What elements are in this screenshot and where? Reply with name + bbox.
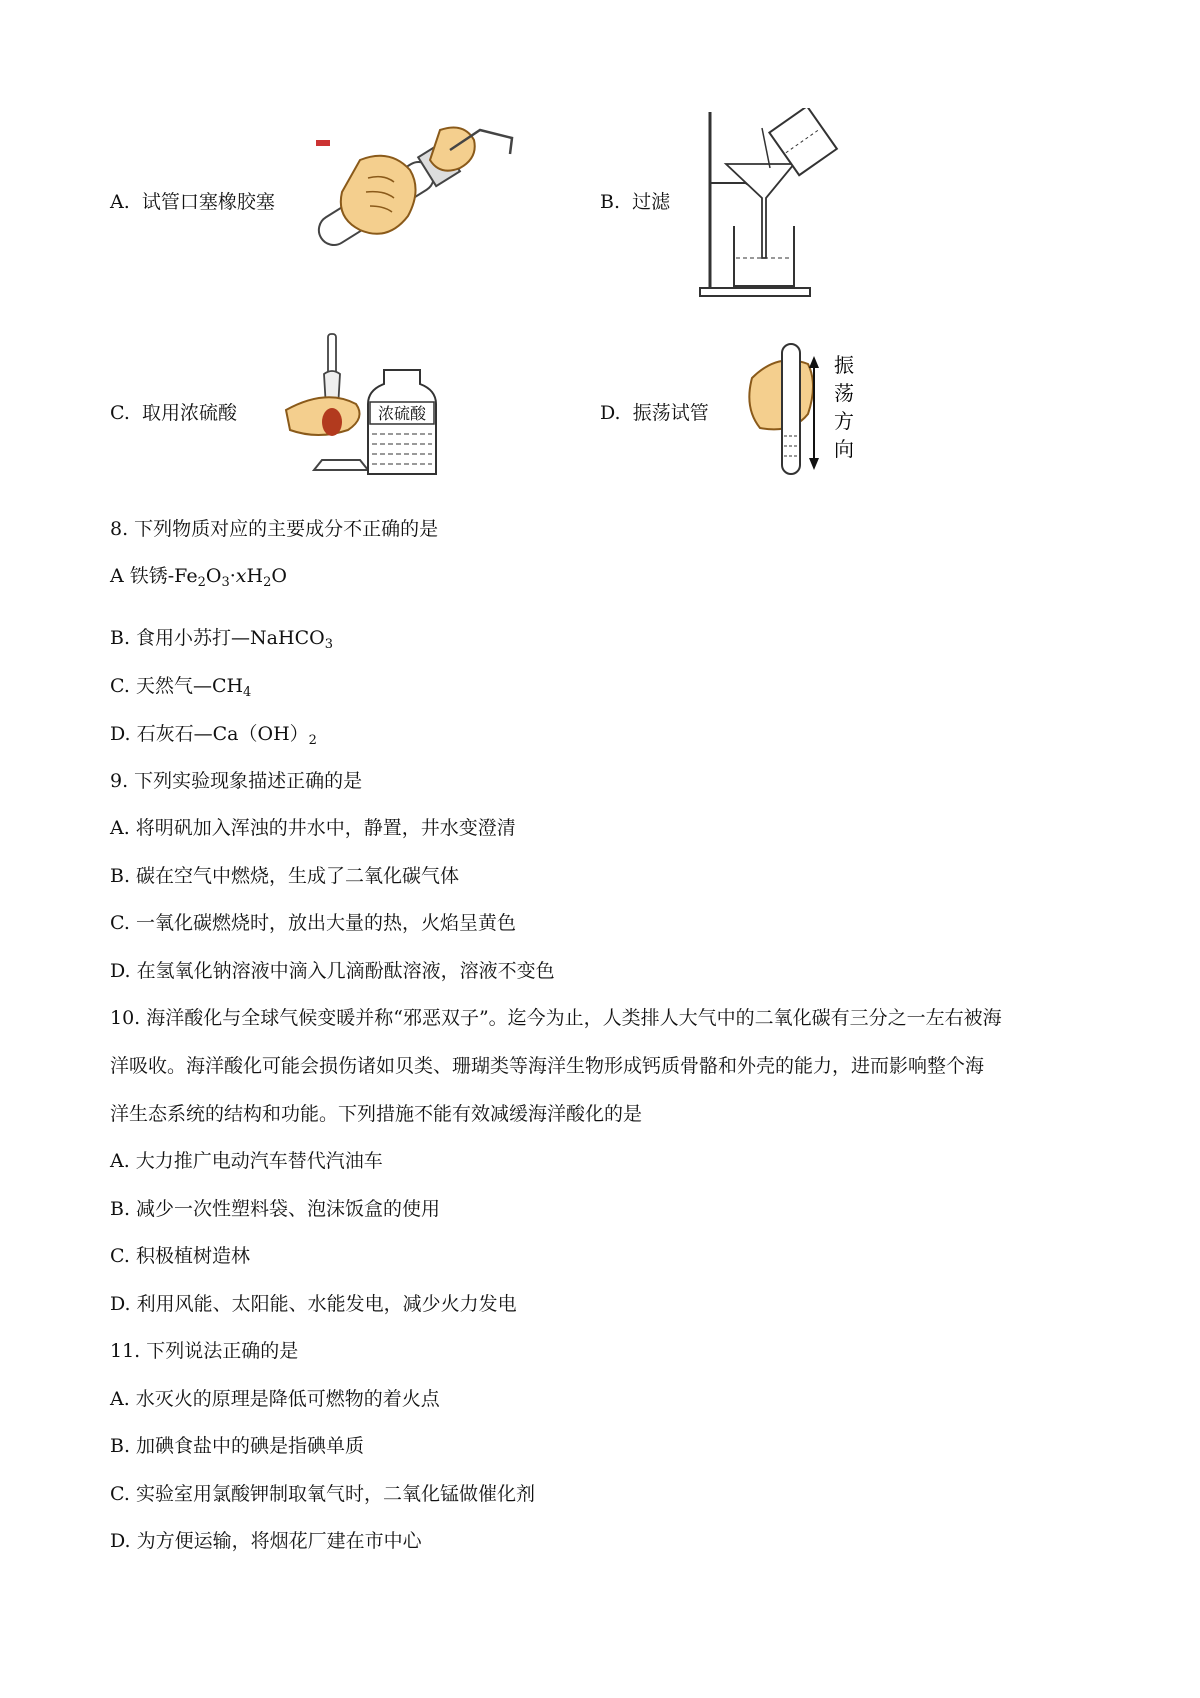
figure-take-sulfuric-acid [284,330,454,480]
q9-option-c: C. 一氧化碳燃烧时，放出大量的热，火焰呈黄色 [110,912,516,934]
q11-stem: 11. 下列说法正确的是 [110,1340,299,1362]
q8-option-b: B. 食用小苏打—NaHCO$_3$ [110,627,333,652]
q9-option-d: D. 在氢氧化钠溶液中滴入几滴酚酞溶液，溶液不变色 [110,960,555,982]
q7-option-c-text: 取用浓硫酸 [142,402,238,424]
q10-option-a: A. 大力推广电动汽车替代汽油车 [110,1150,383,1172]
q7-option-b-text: 过滤 [632,191,671,213]
q10-option-b: B. 减少一次性塑料袋、泡沫饭盒的使用 [110,1198,441,1220]
q9-stem: 9. 下列实验现象描述正确的是 [110,770,363,792]
q8-stem: 8. 下列物质对应的主要成分不正确的是 [110,518,439,540]
q8-option-c: C. 天然气$—CH_4$ [110,675,252,700]
q7-option-d-letter: D. [600,402,621,424]
q11-option-b: B. 加碘食盐中的碘是指碘单质 [110,1435,365,1457]
q10-stem-line-3: 洋生态系统的结构和功能。下列措施不能有效减缓海洋酸化的是 [110,1103,643,1125]
q8-option-a: A 铁锈$-Fe_2O_3\cdot xH_2O$ [110,565,287,590]
q7-option-b-letter: B. [600,191,621,213]
q10-stem-line-1: 10. 海洋酸化与全球气候变暖并称“邪恶双子”。迄今为止，人类排人大气中的二氧化碳有三分之一左右被海 [110,1007,1002,1029]
q9-option-a: A. 将明矾加入浑浊的井水中，静置，井水变澄清 [110,817,516,839]
q11-option-c: C. 实验室用氯酸钾制取氧气时，二氧化锰做催化剂 [110,1483,535,1505]
q7-option-c-letter: C. [110,402,130,424]
figure-shake-tube [748,338,868,486]
shake-label-4: 向 [834,437,854,461]
q7-option-b [600,190,670,214]
q8-option-d: D. 石灰石$—Ca(OH)_2$ [110,723,317,748]
q7-option-d-text: 振荡试管 [632,402,709,424]
q7-option-a-text: 试管口塞橡胶塞 [141,191,275,213]
q7-option-a-letter: A. [110,191,130,213]
q7-option-d [600,401,709,425]
q10-stem-line-2: 洋吸收。海洋酸化可能会损伤诸如贝类、珊瑚类等海洋生物形成钙质骨骼和外壳的能力，进而影响整个海 [110,1055,985,1077]
q10-option-d: D. 利用风能、太阳能、水能发电，减少火力发电 [110,1293,517,1315]
q11-option-d: D. 为方便运输，将烟花厂建在市中心 [110,1530,422,1552]
shake-label-3: 方 [834,409,854,433]
q10-option-c: C. 积极植树造林 [110,1245,250,1267]
q9-option-b: B. 碳在空气中燃烧，生成了二氧化碳气体 [110,865,460,887]
figure-filtration [690,108,840,298]
bottle-label: 浓硫酸 [377,404,427,423]
shake-label-2: 荡 [834,381,854,405]
q7-option-a [110,190,275,214]
q7-option-c [110,401,237,425]
shake-label-1: 振 [834,353,854,377]
q11-option-a: A. 水灭火的原理是降低可燃物的着火点 [110,1388,440,1410]
figure-insert-stopper [290,120,520,260]
